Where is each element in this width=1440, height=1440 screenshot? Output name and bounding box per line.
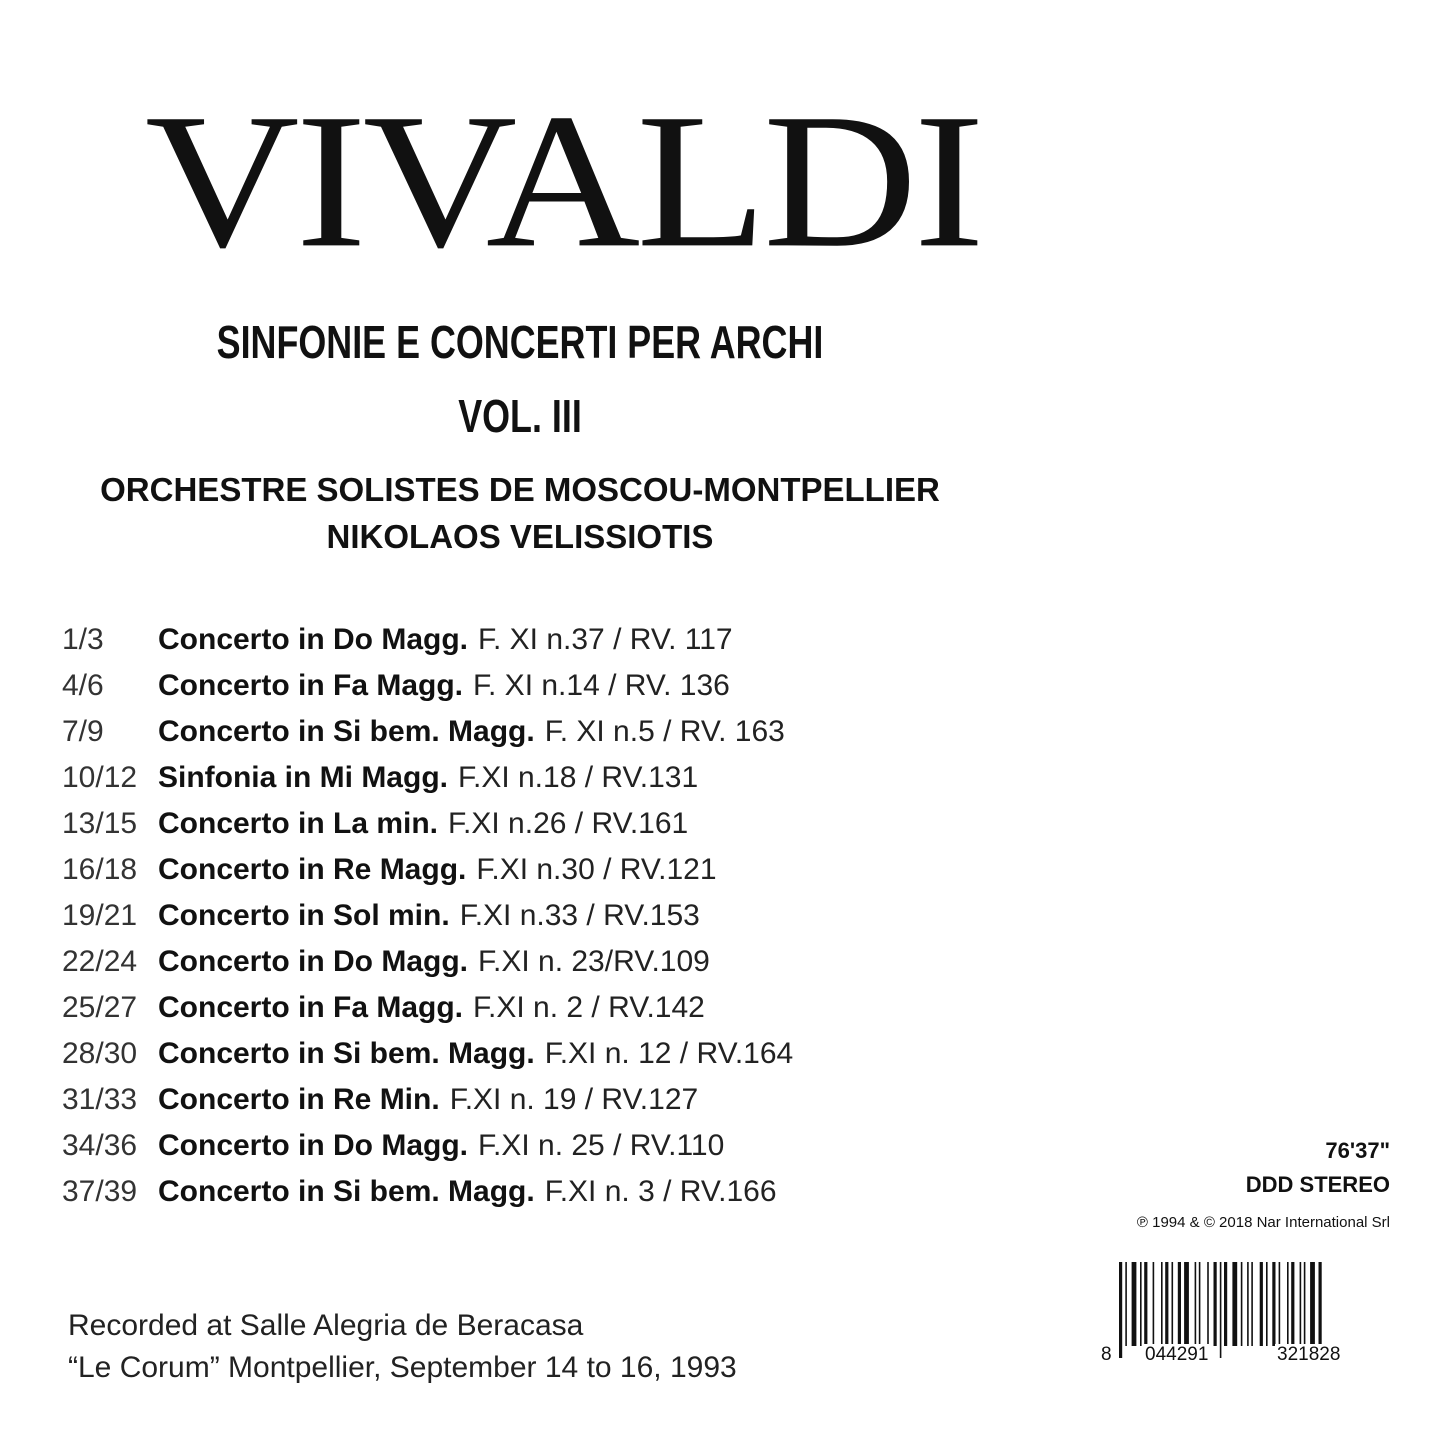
track-work: Concerto in Do Magg. xyxy=(158,623,468,656)
track-number: 34/36 xyxy=(62,1129,138,1162)
barcode-digits-right: 321828 xyxy=(1277,1344,1341,1365)
track-number: 28/30 xyxy=(62,1037,138,1070)
track-catalog: F.XI n. 2 / RV.142 xyxy=(473,991,705,1024)
track-work: Concerto in Re Magg. xyxy=(158,853,467,886)
recording-date: “Le Corum” Montpellier, September 14 to 16, 1993 xyxy=(68,1351,737,1384)
track-catalog: F.XI n.26 / RV.161 xyxy=(448,807,689,840)
audio-format: DDD STEREO xyxy=(1245,1172,1390,1197)
track-work: Concerto in Fa Magg. xyxy=(158,669,464,702)
track-catalog: F. XI n.5 / RV. 163 xyxy=(544,715,785,748)
track-catalog: F.XI n. 23/RV.109 xyxy=(478,945,710,978)
track-list xyxy=(62,617,962,1215)
track-row xyxy=(62,893,962,939)
recording-venue: Recorded at Salle Alegria de Beracasa xyxy=(68,1309,584,1342)
track-row xyxy=(62,617,962,663)
track-catalog: F.XI n. 12 / RV.164 xyxy=(544,1037,794,1070)
recording-notes xyxy=(68,1305,737,1389)
album-title: VIVALDI xyxy=(145,74,981,288)
track-row xyxy=(62,847,962,893)
volume-label: VOL. III xyxy=(458,390,582,442)
total-duration: 76'37" xyxy=(1325,1138,1390,1163)
barcode xyxy=(1097,1262,1393,1372)
track-catalog: F. XI n.37 / RV. 117 xyxy=(478,623,733,656)
track-row xyxy=(62,939,962,985)
track-work: Concerto in Si bem. Magg. xyxy=(158,715,535,748)
track-row xyxy=(62,1077,962,1123)
album-subtitle: SINFONIE E CONCERTI PER ARCHI xyxy=(216,316,824,368)
track-catalog: F.XI n. 3 / RV.166 xyxy=(544,1175,777,1208)
track-catalog: F.XI n.33 / RV.153 xyxy=(459,899,700,932)
track-catalog: F.XI n.30 / RV.121 xyxy=(476,853,717,886)
track-row xyxy=(62,709,962,755)
track-row xyxy=(62,755,962,801)
conductor-name: NIKOLAOS VELISSIOTIS xyxy=(326,518,714,555)
track-work: Sinfonia in Mi Magg. xyxy=(158,761,448,794)
barcode-digit-first: 8 xyxy=(1101,1344,1112,1365)
copyright-notice: ℗ 1994 & © 2018 Nar International Srl xyxy=(1136,1214,1390,1231)
track-work: Concerto in Re Min. xyxy=(158,1083,440,1116)
track-work: Concerto in Do Magg. xyxy=(158,945,468,978)
track-catalog: F.XI n. 25 / RV.110 xyxy=(478,1129,725,1162)
track-catalog: F.XI n.18 / RV.131 xyxy=(457,761,699,794)
track-row xyxy=(62,1123,962,1169)
track-number: 19/21 xyxy=(62,899,138,932)
track-number: 31/33 xyxy=(62,1083,138,1116)
track-work: Concerto in Do Magg. xyxy=(158,1129,468,1162)
track-work: Concerto in Sol min. xyxy=(158,899,450,932)
track-number: 16/18 xyxy=(62,853,138,886)
track-row xyxy=(62,985,962,1031)
track-work: Concerto in La min. xyxy=(158,807,439,840)
track-row xyxy=(62,1169,962,1215)
track-number: 22/24 xyxy=(62,945,138,978)
track-number: 1/3 xyxy=(62,623,104,656)
track-number: 7/9 xyxy=(62,715,104,748)
track-number: 4/6 xyxy=(62,669,104,702)
track-work: Concerto in Si bem. Magg. xyxy=(158,1037,535,1070)
track-work: Concerto in Fa Magg. xyxy=(158,991,464,1024)
track-number: 10/12 xyxy=(62,761,138,794)
track-catalog: F. XI n.14 / RV. 136 xyxy=(473,669,730,702)
track-row xyxy=(62,663,962,709)
track-work: Concerto in Si bem. Magg. xyxy=(158,1175,535,1208)
barcode-digits xyxy=(1097,1344,1393,1370)
track-number: 37/39 xyxy=(62,1175,138,1208)
track-catalog: F.XI n. 19 / RV.127 xyxy=(449,1083,699,1116)
barcode-digits-left: 044291 xyxy=(1145,1344,1209,1365)
track-row xyxy=(62,801,962,847)
track-number: 13/15 xyxy=(62,807,138,840)
track-number: 25/27 xyxy=(62,991,138,1024)
orchestra-name: ORCHESTRE SOLISTES DE MOSCOU-MONTPELLIER xyxy=(100,471,940,508)
track-row xyxy=(62,1031,962,1077)
